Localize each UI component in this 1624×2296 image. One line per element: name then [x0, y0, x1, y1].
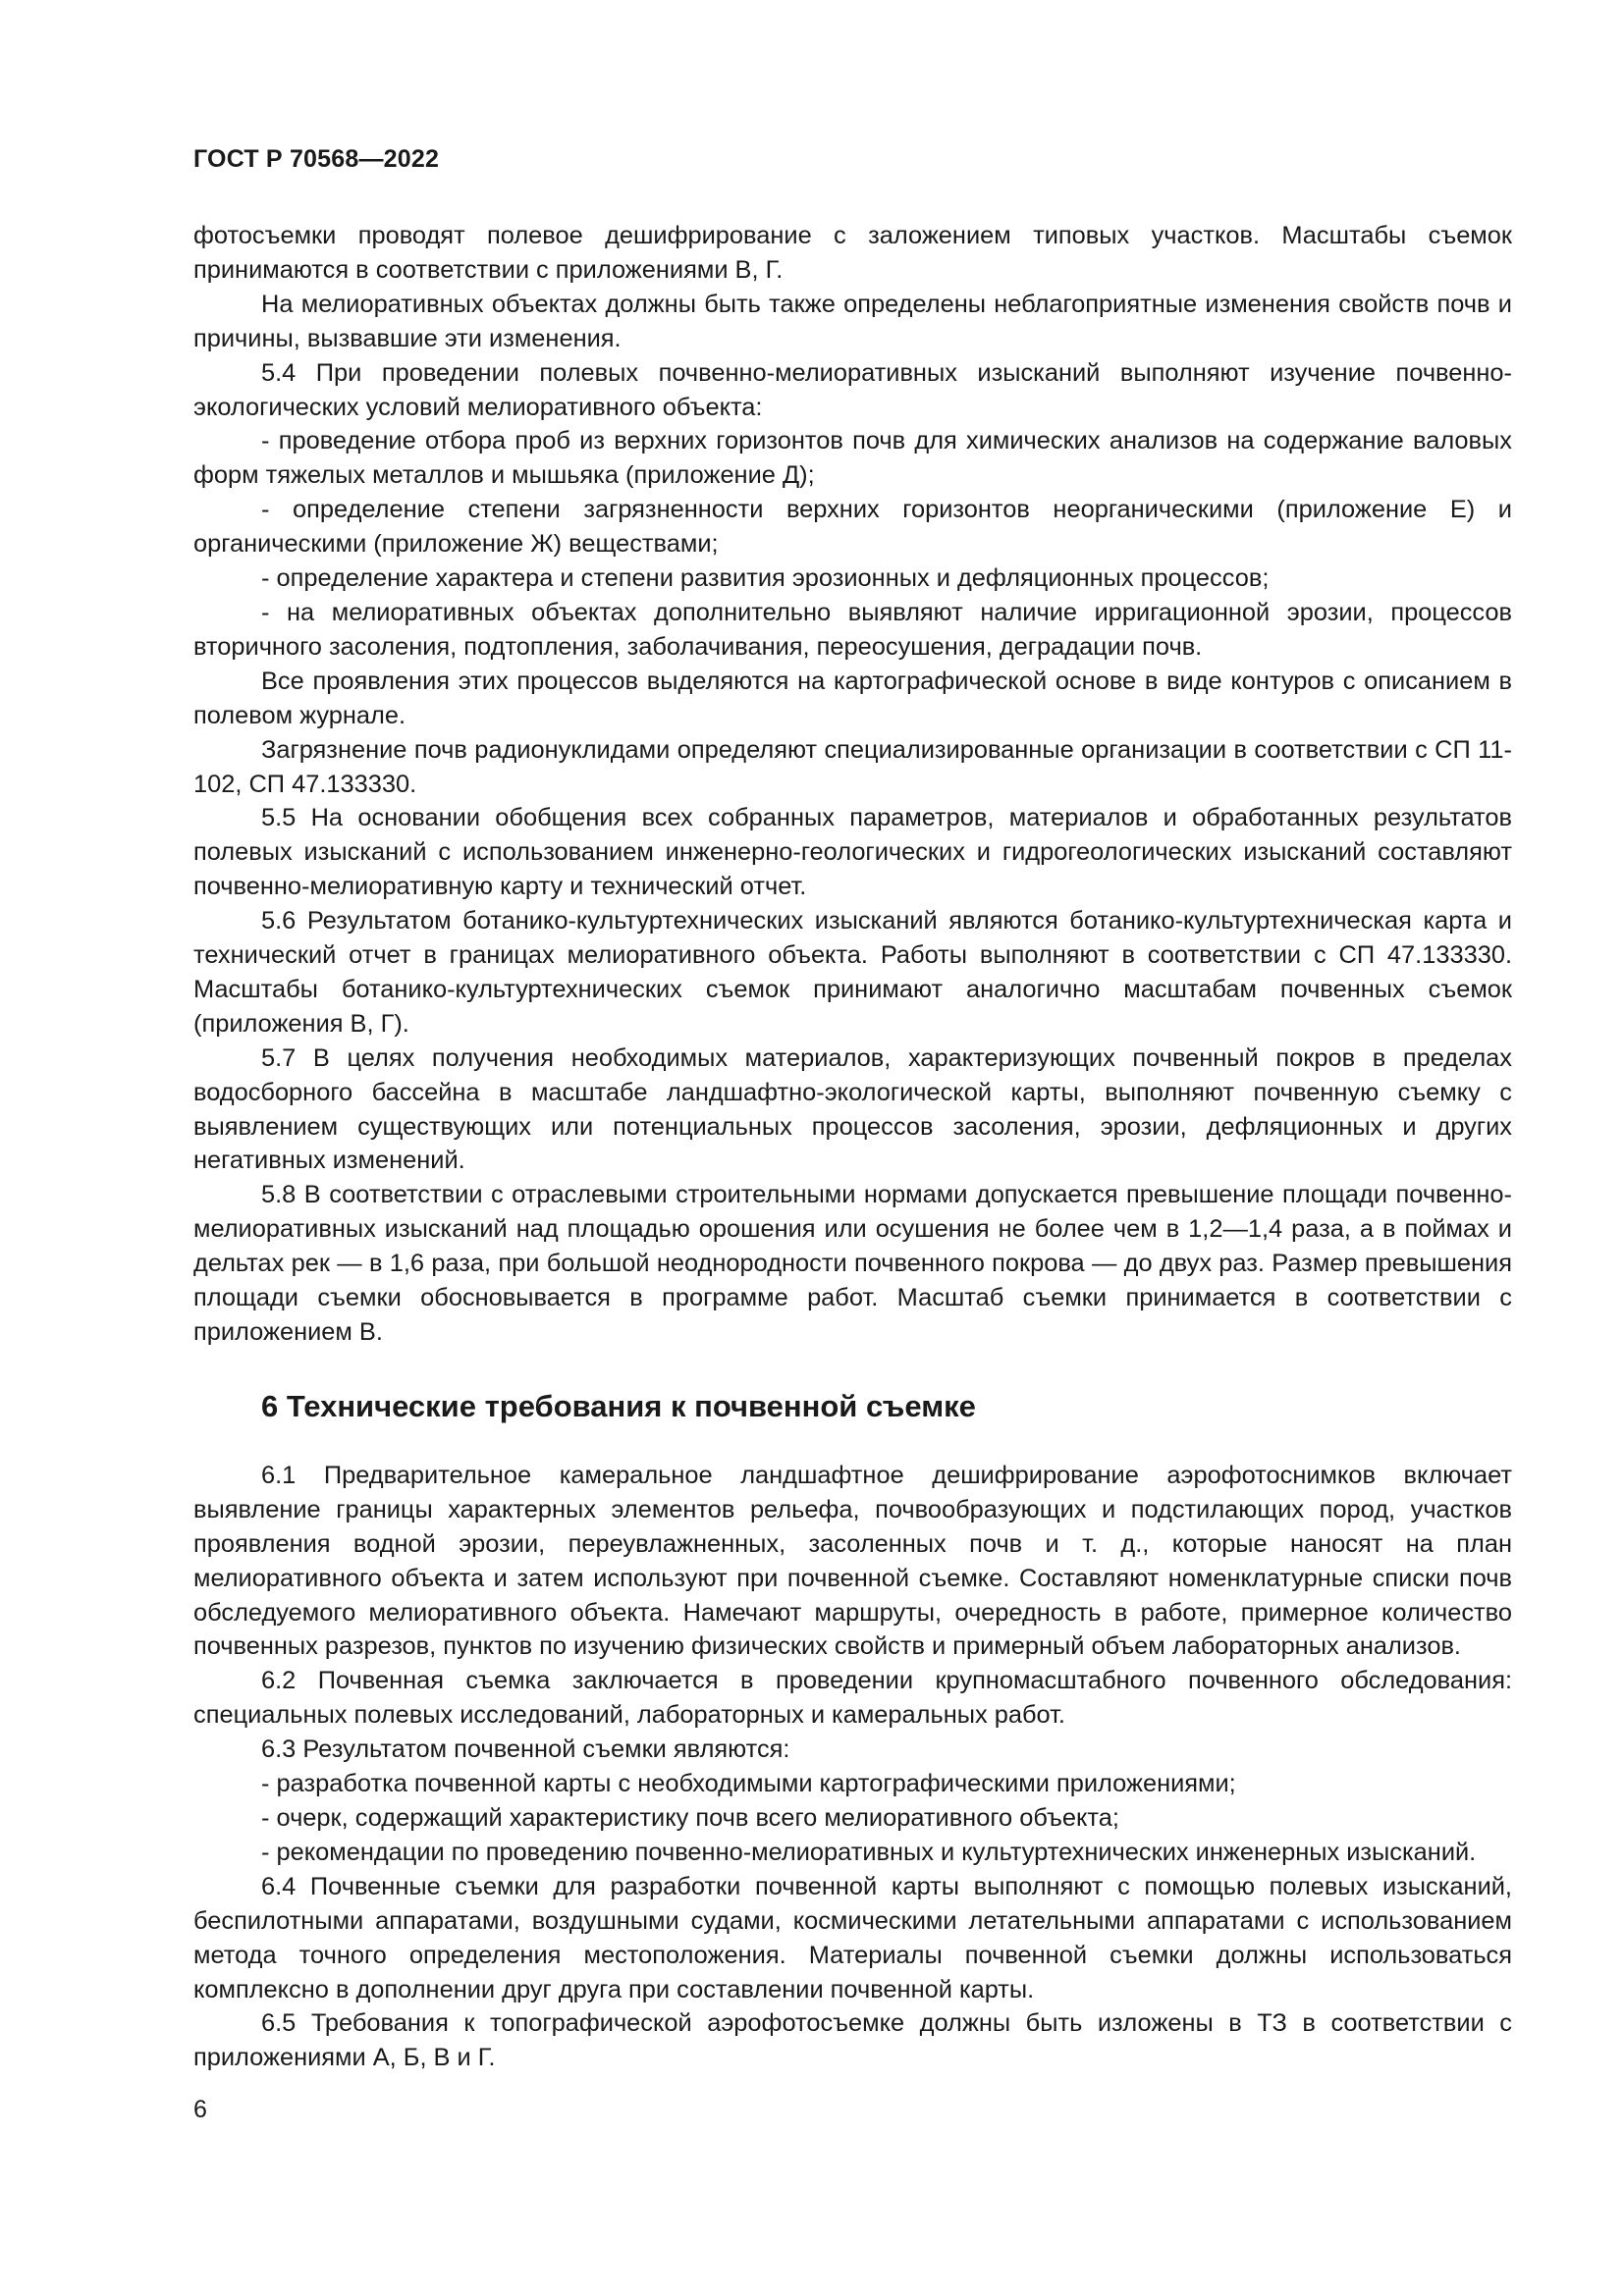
paragraph-6-5: 6.5 Требования к топографической аэрофотосъемке должны быть изложены в ТЗ в соответствии с приложениями А, Б, В и Г.: [193, 2009, 1512, 2072]
list-item: - определение характера и степени развития эрозионных и дефляционных процессов;: [261, 564, 1270, 593]
paragraph-5-4: 5.4 При проведении полевых почвенно-мелиоративных изысканий выполняют изучение почвенно-экологических условий мелиоративного объекта:: [193, 358, 1512, 421]
paragraph-6-2: 6.2 Почвенная съемка заключается в проведении крупномасштабного почвенного обследования: специальных полевых исследований, лабораторных и камеральных работ.: [193, 1667, 1512, 1730]
list-item: - разработка почвенной карты с необходимыми картографическими приложениями;: [261, 1770, 1236, 1798]
paragraph-6-4: 6.4 Почвенные съемки для разработки почвенной карты выполняют с помощью полевых изысканий, беспилотными аппаратами, воздушными судами, космическими летательными аппаратами с использованием метода точного определения местоположения. Материалы почвенной съемки должны использоваться комплексно в дополнении друг друга при составлении почвенной карты.: [193, 1872, 1512, 2003]
page-number: 6: [193, 2096, 207, 2123]
list-item: - рекомендации по проведению почвенно-мелиоративных и культуртехнических инженерных изысканий.: [261, 1838, 1477, 1866]
list-item: - определение степени загрязненности верхних горизонтов неорганическими (приложение Е) и органическими (приложение Ж) веществами;: [193, 496, 1512, 559]
list-item: - проведение отбора проб из верхних горизонтов почв для химических анализов на содержание валовых форм тяжелых металлов и мышьяка (приложение Д);: [193, 427, 1512, 490]
paragraph-5-5: 5.5 На основании обобщения всех собранных параметров, материалов и обработанных результатов полевых изысканий с использованием инженерно-геологических и гидрогеологических изысканий составляют почвенно-мелиоративную карту и технический отчет.: [193, 804, 1512, 901]
list-item: - на мелиоративных объектах дополнительно выявляют наличие ирригационной эрозии, процессов вторичного засоления, подтопления, заболачивания, переосушения, деградации почв.: [193, 598, 1512, 661]
list-item: - очерк, содержащий характеристику почв всего мелиоративного объекта;: [261, 1803, 1119, 1832]
paragraph: На мелиоративных объектах должны быть также определены неблагоприятные изменения свойств почв и причины, вызвавшие эти изменения.: [193, 290, 1512, 352]
paragraph-5-8: 5.8 В соответствии с отраслевыми строительными нормами допускается превышение площади почвенно-мелиоративных изысканий над площадью орошения или осушения не более чем в 1,2—1,4 раза, а в поймах и дельтах рек — в 1,6 раза, при большой неоднородности почвенного покрова — до двух раз. Размер превышения площади съемки обосновывается в программе работ. Масштаб съемки принимается в соответствии с приложением В.: [193, 1181, 1512, 1346]
paragraph-6-3: 6.3 Результатом почвенной съемки являются:: [261, 1735, 790, 1764]
document-code-header: ГОСТ Р 70568—2022: [193, 145, 440, 173]
section-heading: 6 Технические требования к почвенной съемке: [261, 1388, 976, 1423]
document-body: [193, 219, 1512, 2075]
paragraph: фотосъемки проводят полевое дешифрирование с заложением типовых участков. Масштабы съемок принимаются в соответствии с приложениями В, Г.: [193, 222, 1512, 284]
paragraph: Загрязнение почв радионуклидами определяют специализированные организации в соответствии с СП 11-102, СП 47.133330.: [193, 735, 1512, 798]
paragraph: Все проявления этих процессов выделяются на картографической основе в виде контуров с описанием в полевом журнале.: [193, 667, 1512, 729]
paragraph-5-6: 5.6 Результатом ботанико-культуртехнических изысканий являются ботанико-культуртехническая карта и технический отчет в границах мелиоративного объекта. Работы выполняют в соответствии с СП 47.133330. Масштабы ботанико-культуртехнических съемок принимают аналогично масштабам почвенных съемок (приложения В, Г).: [193, 907, 1512, 1038]
paragraph-5-7: 5.7 В целях получения необходимых материалов, характеризующих почвенный покров в пределах водосборного бассейна в масштабе ландшафтно-экологической карты, выполняют почвенную съемку с выявлением существующих или потенциальных процессов засоления, эрозии, дефляционных и других негативных изменений.: [193, 1043, 1512, 1175]
paragraph-6-1: 6.1 Предварительное камеральное ландшафтное дешифрирование аэрофотоснимков включает выявление границы характерных элементов рельефа, почвообразующих и подстилающих пород, участков проявления водной эрозии, переувлажненных, засоленных почв и т. д., которые наносят на план мелиоративного объекта и затем используют при почвенной съемке. Составляют номенклатурные списки почв обследуемого мелиоративного объекта. Намечают маршруты, очередность в работе, примерное количество почвенных разрезов, пунктов по изучению физических свойств и примерный объем лабораторных анализов.: [193, 1461, 1512, 1661]
